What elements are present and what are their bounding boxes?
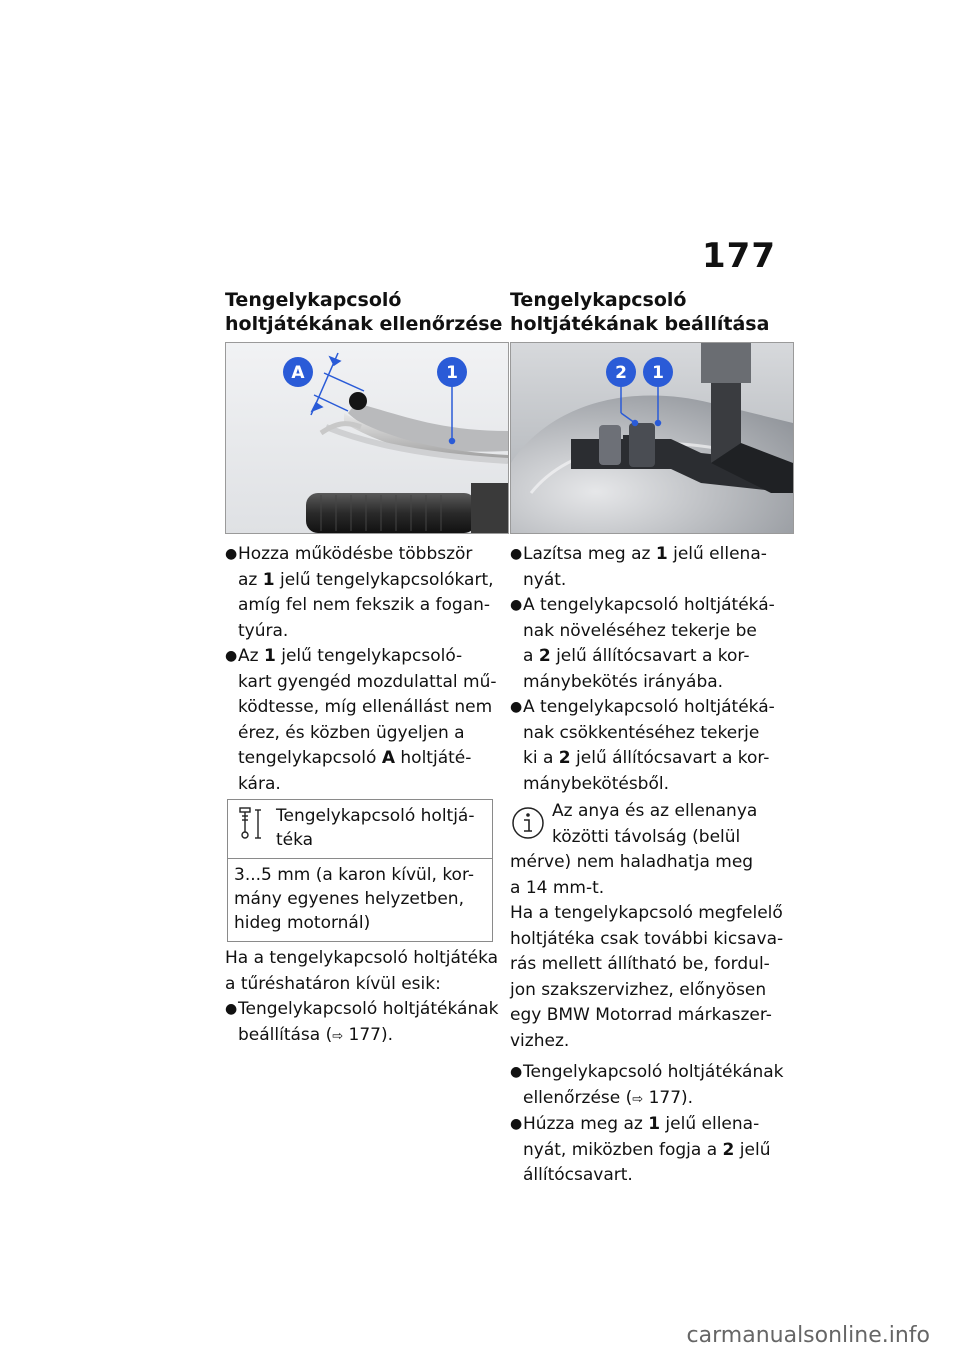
spec-table [227, 799, 493, 942]
info-note: Az anya és az ellenanya közötti távolság (belül mérve) nem haladhatja meg a 14 mm-t. [510, 801, 758, 898]
right-column [510, 288, 794, 1189]
left-column [225, 288, 509, 1049]
page-arrow-icon: ⇨ [332, 1028, 344, 1044]
spec-title: Tengelykapcsoló holtjá- téka [276, 806, 475, 850]
list-item: ● Lazítsa meg az 1 jelű ellena- nyát. [510, 544, 767, 590]
list-item: ● Az 1 jelű tengelykapcsoló- kart gyengéd mozdulattal mű- ködtesse, míg ellenállást nem érez, és közben ügyeljen a tengelykapcsoló A holtjáté- kára. [225, 646, 497, 794]
page-number: 177 [702, 236, 776, 276]
list-item: ● Hozza működésbe többször az 1 jelű tengelykapcsolókart, amíg fel nem fekszik a fogan- tyúra. [225, 544, 494, 641]
info-icon [510, 805, 546, 841]
list-item: ● A tengelykapcsoló holtjátéká- nak csökkentéséhez tekerje ki a 2 jelű állítócsavart a kor- mánybekötésből. [510, 697, 775, 794]
svg-text:A: A [291, 363, 305, 383]
svg-text:1: 1 [446, 363, 458, 383]
adjust-steps [510, 542, 794, 797]
clutch-lever-figure [225, 342, 509, 534]
callout-a [283, 357, 313, 387]
watermark: carmanualsonline.info [686, 1323, 930, 1348]
page-arrow-icon: ⇨ [632, 1091, 644, 1107]
callout-1 [643, 357, 673, 387]
spec-value: 3...5 mm (a karon kívül, kor- mány egyenes helyzetben, hideg motornál) [234, 865, 474, 933]
callout-2 [606, 357, 636, 387]
svg-text:2: 2 [615, 363, 627, 383]
list-item: ● A tengelykapcsoló holtjátéká- nak növeléséhez tekerje be a 2 jelű állítócsavart a kor- mánybekötés irányába. [510, 595, 775, 692]
callout-1 [437, 357, 467, 387]
cross-reference-item[interactable]: ● Tengelykapcsoló holtjátékának beállítása (⇨ 177). [225, 999, 499, 1045]
section-title-check: Tengelykapcsoló holtjátékának ellenőrzése [225, 289, 503, 335]
adjuster-figure [510, 342, 794, 534]
svg-text:1: 1 [652, 363, 664, 383]
check-steps [225, 542, 509, 797]
section-title-adjust: Tengelykapcsoló holtjátékának beállítása [510, 289, 770, 335]
measurement-icon [234, 804, 276, 852]
list-item: ● Húzza meg az 1 jelű ellena- nyát, miközben fogja a 2 jelű állítócsavart. [510, 1114, 771, 1185]
cross-reference-item[interactable]: ● Tengelykapcsoló holtjátékának ellenőrzése (⇨ 177). [510, 1062, 784, 1108]
paragraph: Ha a tengelykapcsoló holtjátéka a tűréshatáron kívül esik: [225, 948, 499, 994]
paragraph: Ha a tengelykapcsoló megfelelő holtjátéka csak további kicsava- rás mellett állítható be, fordul- jon szakszervizhez, előnyösen egy BMW Motorrad márkaszer- vizhez. [510, 903, 784, 1051]
